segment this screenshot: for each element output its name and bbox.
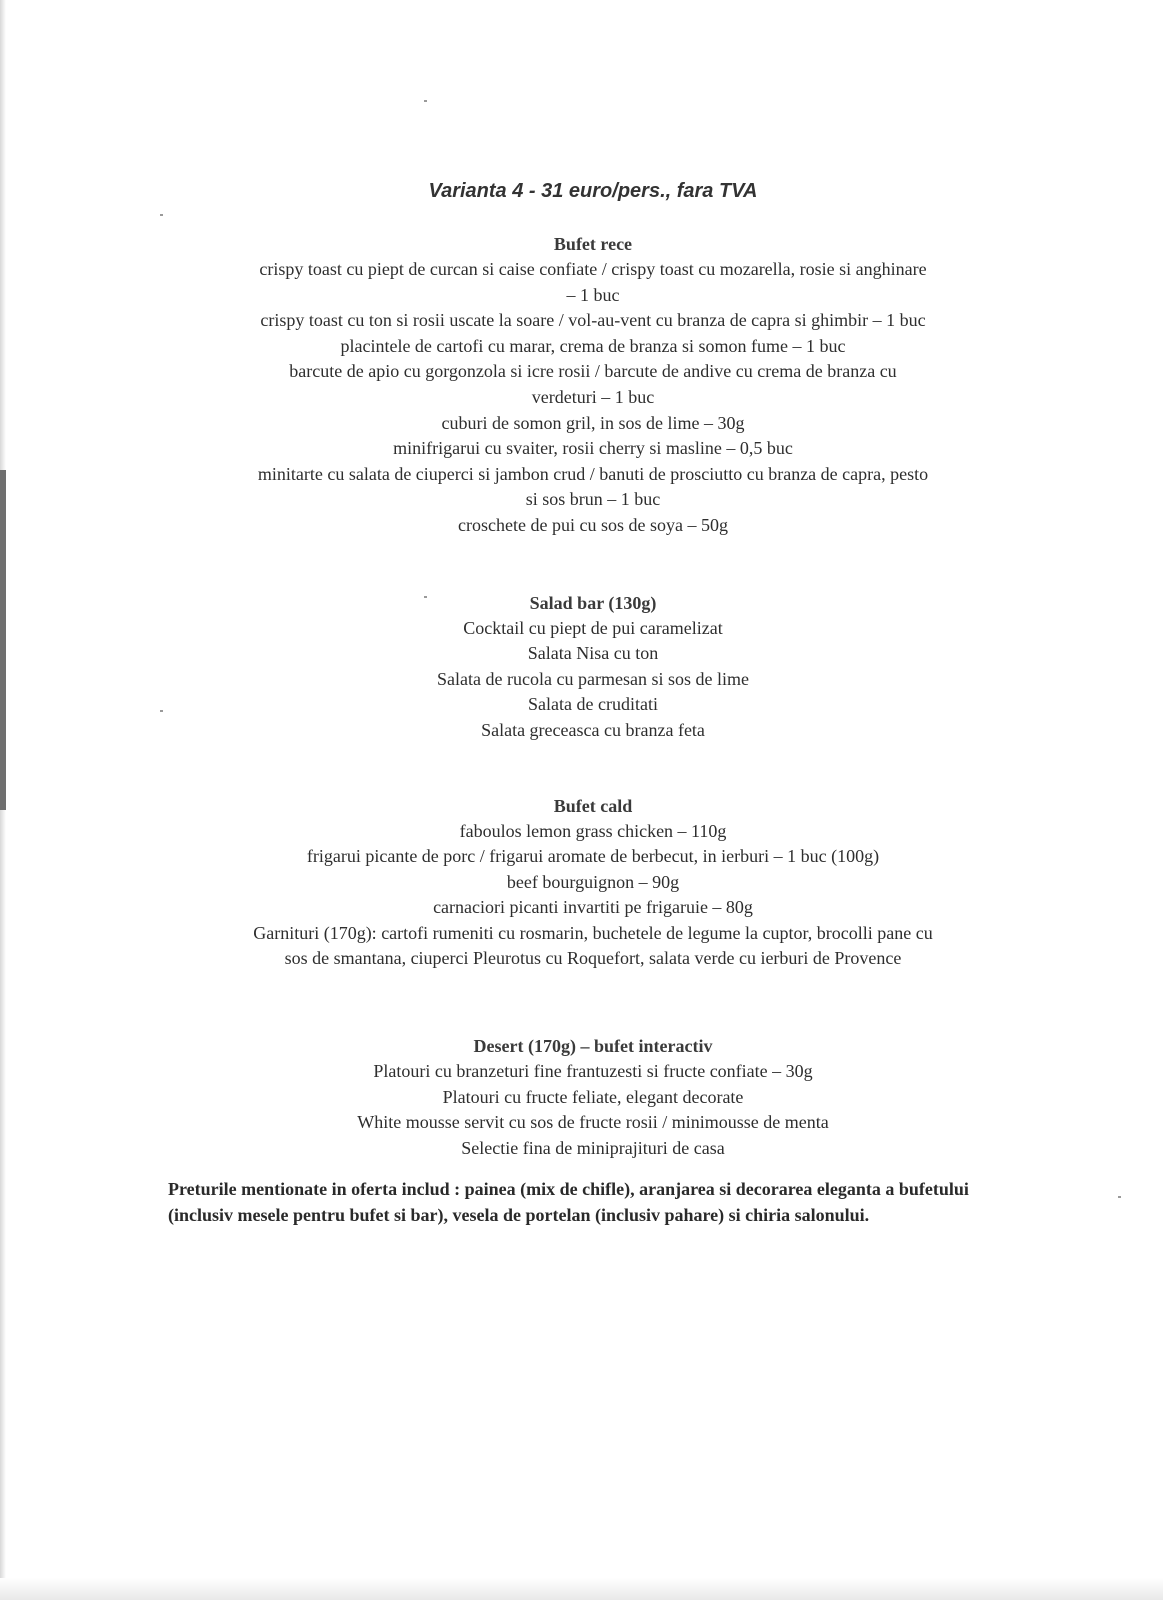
menu-item: Cocktail cu piept de pui caramelizat — [463, 617, 723, 638]
menu-item: frigarui picante de porc / frigarui aromate de berbecut, in ierburi – 1 buc (100g) — [306, 846, 880, 867]
menu-item: barcute de apio cu gorgonzola si icre rosii / barcute de andive cu crema de branza cu — [289, 361, 897, 382]
menu-item: Garnituri (170g): cartofi rumeniti cu rosmarin, buchetele de legume la cuptor, brocolli pane cu — [253, 922, 933, 943]
menu-item: cuburi de somon gril, in sos de lime – 30g — [441, 412, 745, 433]
page-title: Varianta 4 - 31 euro/pers., fara TVA — [428, 180, 758, 202]
menu-item: White mousse servit cu sos de fructe rosii / minimousse de menta — [357, 1112, 829, 1133]
section-bufet-cald — [160, 794, 1026, 973]
scan-edge-bottom — [0, 1578, 1163, 1600]
menu-item: Salata greceasca cu branza feta — [481, 719, 705, 740]
scan-speck — [424, 100, 427, 102]
menu-item: si sos brun – 1 buc — [525, 489, 661, 510]
menu-item: sos de smantana, ciuperci Pleurotus cu Roquefort, salata verde cu ierburi de Provence — [284, 948, 902, 969]
menu-item: Salata de cruditati — [528, 694, 658, 715]
menu-item: croschete de pui cu sos de soya – 50g — [458, 514, 728, 535]
menu-item: Platouri cu branzeturi fine frantuzesti si fructe confiate – 30g — [373, 1061, 813, 1082]
menu-item: crispy toast cu piept de curcan si caise confiate / crispy toast cu mozarella, rosie si anghinare — [259, 259, 927, 279]
menu-document — [160, 176, 1026, 1229]
scan-speck — [1118, 1196, 1121, 1198]
menu-item: faboulos lemon grass chicken – 110g — [459, 820, 727, 841]
scan-shadow — [0, 470, 6, 810]
section-heading: Salad bar (130g) — [529, 592, 657, 613]
pricing-note: Preturile mentionate in oferta includ : painea (mix de chifle), aranjarea si decorarea eleganta a bufetului (inclusiv mesele pentru bufet si bar), vesela de portelan (inclusiv pahare) si chiria salonului. — [168, 1179, 969, 1226]
section-bufet-rece — [160, 232, 1026, 539]
section-heading: Bufet rece — [553, 234, 633, 254]
menu-item: Salata Nisa cu ton — [527, 643, 659, 664]
menu-item: Salata de rucola cu parmesan si sos de lime — [437, 668, 749, 689]
menu-item: crispy toast cu ton si rosii uscate la soare / vol-au-vent cu branza de capra si ghimbir – 1 buc — [260, 310, 926, 331]
section-salad-bar — [160, 591, 1026, 744]
menu-item: – 1 buc — [566, 284, 620, 305]
menu-item: beef bourguignon – 90g — [506, 871, 680, 892]
menu-item: carnaciori picanti invartiti pe frigaruie – 80g — [433, 897, 753, 918]
section-heading: Bufet cald — [553, 795, 633, 816]
menu-item: placintele de cartofi cu marar, crema de branza si somon fume – 1 buc — [340, 335, 846, 356]
section-desert — [160, 1034, 1026, 1161]
menu-item: Selectie fina de miniprajituri de casa — [461, 1137, 725, 1158]
menu-item: verdeturi – 1 buc — [531, 386, 655, 407]
section-heading: Desert (170g) – bufet interactiv — [473, 1036, 713, 1057]
menu-item: minitarte cu salata de ciuperci si jambon crud / banuti de prosciutto cu branza de capra, pesto — [257, 463, 929, 484]
menu-item: minifrigarui cu svaiter, rosii cherry si masline – 0,5 buc — [393, 438, 793, 459]
menu-item: Platouri cu fructe feliate, elegant decorate — [442, 1086, 744, 1107]
